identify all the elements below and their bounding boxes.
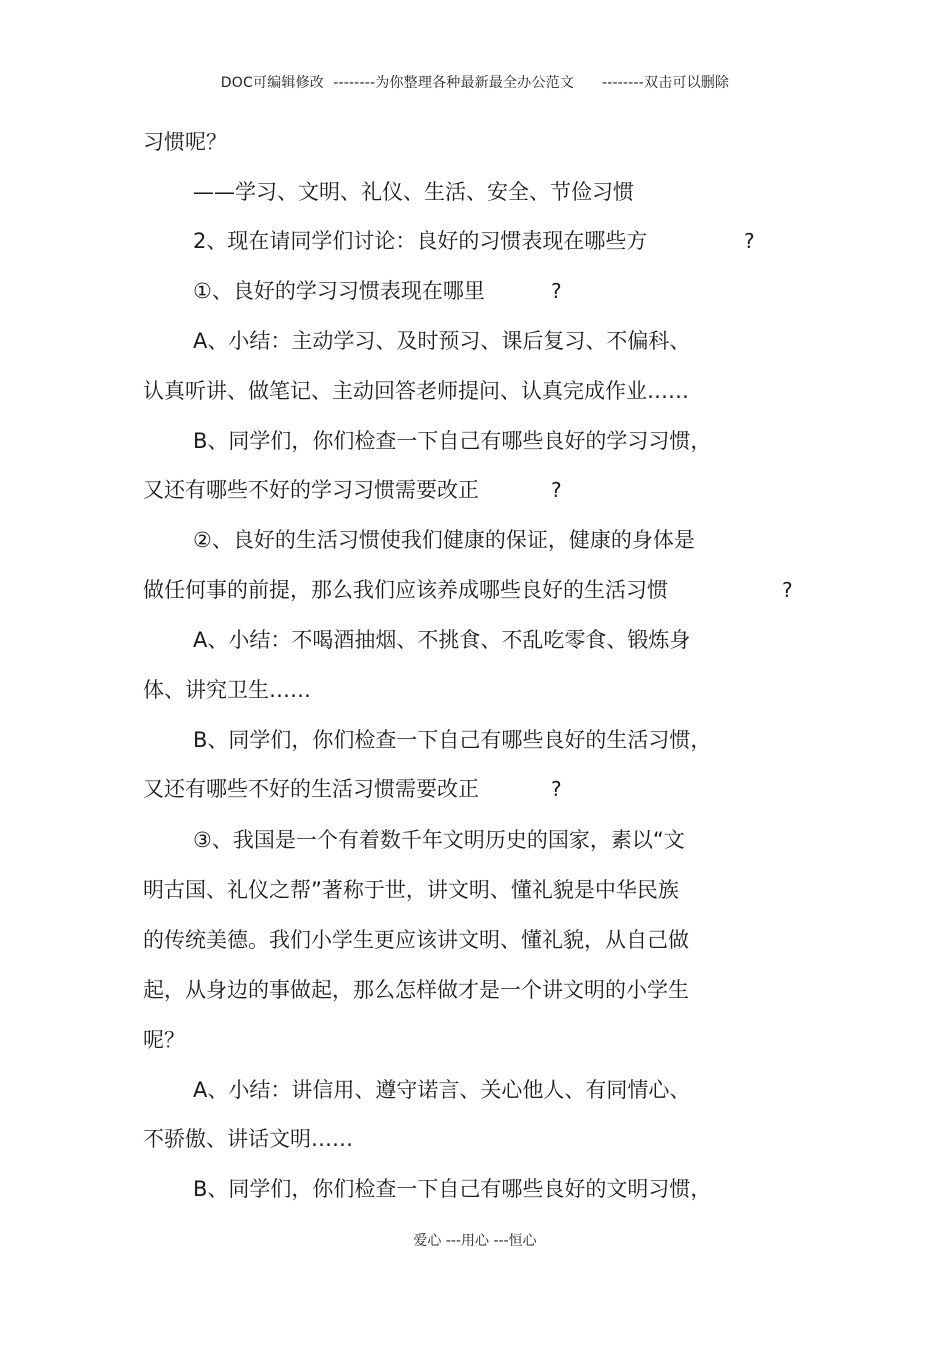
text-line: 呢？ [143, 1028, 185, 1052]
text-line: 认真听讲、做笔记、主动回答老师提问、认真完成作业…… [143, 379, 689, 403]
text-line: 又还有哪些不好的学习习惯需要改正 [143, 478, 479, 502]
question-mark: ? [744, 229, 755, 253]
text-line: ——学习、文明、礼仪、生活、安全、节俭习惯 [193, 180, 634, 204]
page-header: DOC可编辑修改 --------为你整理各种最新最全办公范文 --------双击可以删除 [220, 75, 730, 91]
text-line: 不骄傲、讲话文明…… [143, 1127, 353, 1151]
text-line: 习惯呢？ [143, 130, 227, 154]
text-line: ②、良好的生活习惯使我们健康的保证，健康的身体是 [193, 528, 695, 552]
text-line: ①、良好的学习习惯表现在哪里 [193, 279, 485, 303]
question-mark: ? [551, 777, 562, 801]
text-line: 2、现在请同学们讨论：良好的习惯表现在哪些方 [193, 229, 648, 253]
text-line: B、同学们，你们检查一下自己有哪些良好的文明习惯， [193, 1177, 712, 1201]
text-line: 的传统美德。我们小学生更应该讲文明、懂礼貌，从自己做 [143, 928, 689, 952]
text-line: 起，从身边的事做起，那么怎样做才是一个讲文明的小学生 [143, 978, 689, 1002]
text-line: 做任何事的前提，那么我们应该养成哪些良好的生活习惯 [143, 578, 668, 602]
page-footer: 爱心 ---用心 ---恒心 [413, 1233, 537, 1249]
question-mark: ? [782, 578, 793, 602]
text-line: A、小结：讲信用、遵守诺言、关心他人、有同情心、 [193, 1078, 691, 1102]
text-line: A、小结：主动学习、及时预习、课后复习、不偏科、 [193, 329, 691, 353]
text-line: 又还有哪些不好的生活习惯需要改正 [143, 777, 479, 801]
question-mark: ? [551, 478, 562, 502]
text-line: 明古国、礼仪之帮”著称于世，讲文明、懂礼貌是中华民族 [143, 878, 679, 902]
text-line: A、小结：不喝酒抽烟、不挑食、不乱吃零食、锻炼身 [193, 628, 691, 652]
question-mark: ? [551, 279, 562, 303]
text-line: B、同学们，你们检查一下自己有哪些良好的生活习惯， [193, 728, 712, 752]
text-line: 体、讲究卫生…… [143, 678, 311, 702]
text-line: ③、我国是一个有着数千年文明历史的国家，素以“文 [193, 828, 685, 852]
text-line: B、同学们，你们检查一下自己有哪些良好的学习习惯， [193, 429, 712, 453]
